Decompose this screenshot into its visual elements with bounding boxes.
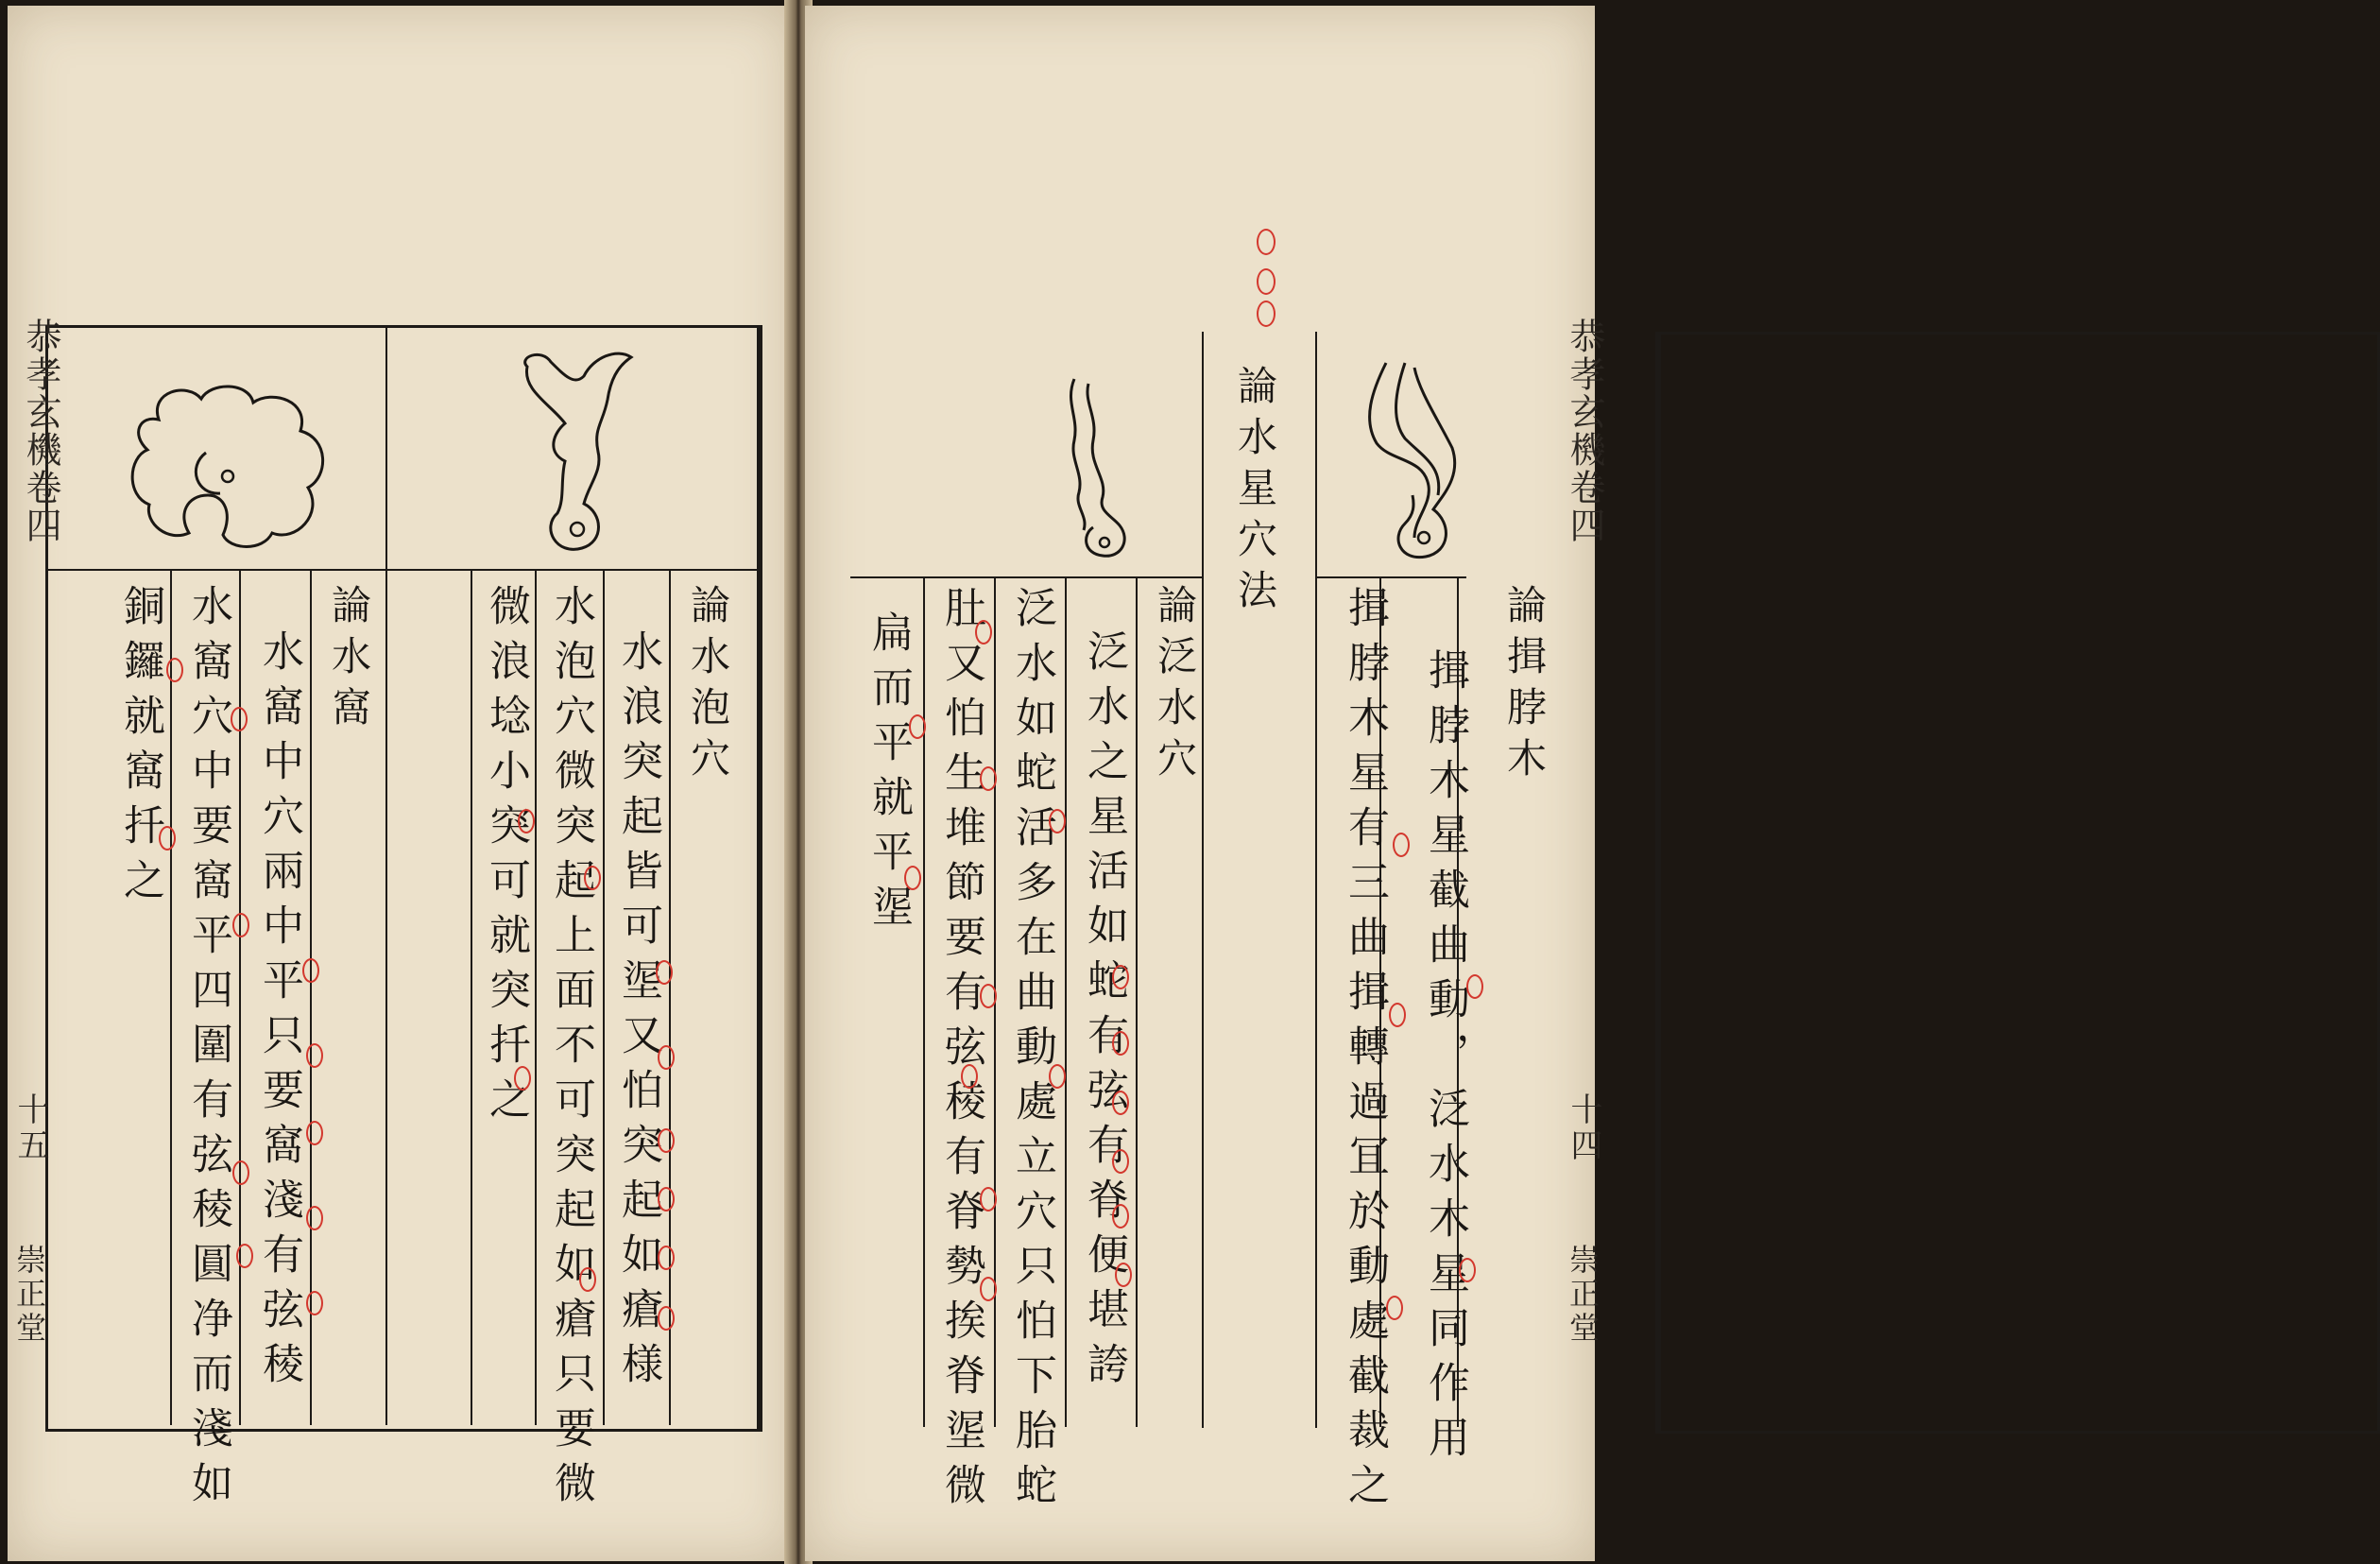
text-line: 肚又怕生堆節要有弦稜有脊勢挨脊埿微	[937, 586, 985, 1518]
red-punctuation-mark	[656, 960, 673, 985]
right-col-rule	[1136, 576, 1138, 1427]
flooding-water-figure	[1046, 374, 1150, 563]
red-punctuation-mark	[980, 984, 997, 1008]
red-punctuation-mark	[1112, 1204, 1129, 1229]
red-punctuation-mark	[1112, 1031, 1129, 1056]
red-punctuation-mark	[658, 1306, 675, 1331]
red-punctuation-mark	[1466, 974, 1483, 999]
chapter-heading: 論水星穴法	[1232, 365, 1278, 620]
section-title-water-bubble: 論水泡穴	[685, 584, 731, 788]
text-line: 揖脖木星有三曲揖轉過冝於動處截裁之	[1341, 586, 1389, 1518]
red-punctuation-mark	[658, 1187, 675, 1212]
red-punctuation-mark	[231, 707, 248, 731]
right-col-rule	[923, 576, 925, 1427]
red-punctuation-mark	[579, 1267, 596, 1292]
left-col-rule	[669, 569, 671, 1425]
left-col-rule	[170, 569, 172, 1425]
red-punctuation-mark	[306, 1206, 323, 1230]
right-col-rule	[1202, 332, 1204, 1428]
red-punctuation-mark	[961, 1064, 978, 1089]
text-line: 揖脖木星截曲動，泛水木星同作用	[1421, 648, 1469, 1470]
red-punctuation-mark	[1459, 1258, 1476, 1282]
red-punctuation-mark	[232, 1160, 249, 1185]
text-line: 水窩中穴兩中平只要窩淺有弦稜	[255, 629, 303, 1397]
red-punctuation-mark	[584, 866, 601, 890]
red-punctuation-mark	[904, 866, 921, 890]
right-figure-divider	[850, 576, 1202, 578]
left-publisher: 崇正堂	[11, 1244, 47, 1346]
red-punctuation-mark	[658, 1045, 675, 1070]
text-line: 銅鑼就窩扦之	[116, 584, 164, 913]
text-line: 泛水之星活如蛇有弦有脊便堪誇	[1080, 629, 1128, 1397]
left-col-rule	[603, 569, 605, 1425]
red-punctuation-mark	[1393, 833, 1410, 857]
right-page	[805, 6, 1605, 1561]
red-punctuation-mark	[1257, 229, 1276, 255]
right-publisher: 崇正堂	[1565, 1244, 1601, 1346]
text-line: 水浪突起皆可埿又怕突起如瘡様	[614, 629, 662, 1397]
red-punctuation-mark	[1389, 1003, 1406, 1027]
red-punctuation-mark	[1112, 1091, 1129, 1115]
red-punctuation-mark	[159, 826, 176, 851]
water-bubble-figure	[508, 348, 650, 560]
text-line: 微浪埝小突可就突扦之	[482, 584, 530, 1132]
section-title-flooding-water: 論泛水穴	[1152, 584, 1198, 788]
left-col-rule	[535, 569, 537, 1425]
red-punctuation-mark	[1049, 1064, 1066, 1089]
red-punctuation-mark	[1049, 809, 1066, 834]
right-col-rule	[1315, 332, 1317, 1428]
right-col-rule	[1065, 576, 1067, 1427]
red-punctuation-mark	[909, 714, 926, 739]
red-punctuation-mark	[980, 766, 997, 791]
red-punctuation-mark	[980, 1187, 997, 1212]
red-punctuation-mark	[1257, 301, 1276, 327]
red-punctuation-mark	[232, 913, 249, 937]
left-margin-label: 恭孝玄機卷四	[20, 318, 61, 544]
red-punctuation-mark	[1386, 1296, 1403, 1320]
red-punctuation-mark	[658, 1128, 675, 1153]
red-punctuation-mark	[306, 1043, 323, 1068]
red-punctuation-mark	[166, 658, 183, 682]
red-punctuation-mark	[1115, 1263, 1132, 1287]
text-line: 泛水如蛇活多在曲動處立穴只怕下胎蛇	[1008, 586, 1056, 1518]
text-line: 水窩穴中要窩平四圍有弦稜圓净而淺如	[184, 584, 232, 1516]
section-title-water-nest: 論水窩	[326, 584, 372, 737]
right-page-number: 十四	[1565, 1092, 1602, 1164]
red-punctuation-mark	[1112, 1149, 1129, 1174]
water-nest-figure	[121, 382, 338, 552]
red-punctuation-mark	[306, 1291, 323, 1315]
bowed-wood-figure	[1348, 353, 1462, 561]
right-figure-divider	[1315, 576, 1466, 578]
red-punctuation-mark	[302, 958, 319, 983]
left-figure-divider	[45, 569, 760, 571]
red-punctuation-mark	[306, 1121, 323, 1145]
text-line: 扁而平就平埿	[865, 610, 913, 939]
text-line: 水泡穴微突起上面不可突起如瘡只要微	[547, 584, 595, 1516]
red-punctuation-mark	[514, 1066, 531, 1091]
left-col-rule	[385, 569, 387, 1425]
red-punctuation-mark	[1257, 268, 1276, 295]
left-page-number: 十五	[11, 1092, 49, 1164]
red-punctuation-mark	[236, 1244, 253, 1268]
left-col-rule	[239, 569, 241, 1425]
red-punctuation-mark	[975, 620, 992, 645]
red-punctuation-mark	[518, 809, 535, 834]
section-title-bowed-wood: 論揖脖木	[1501, 584, 1548, 788]
red-punctuation-mark	[658, 1246, 675, 1270]
right-page-frame	[1655, 332, 2380, 1434]
left-col-rule	[471, 569, 472, 1425]
left-figure-separator	[385, 325, 387, 571]
red-punctuation-mark	[1112, 965, 1129, 989]
red-punctuation-mark	[980, 1277, 997, 1301]
right-margin-label: 恭孝玄機卷四	[1564, 318, 1605, 544]
left-page	[8, 6, 794, 1561]
